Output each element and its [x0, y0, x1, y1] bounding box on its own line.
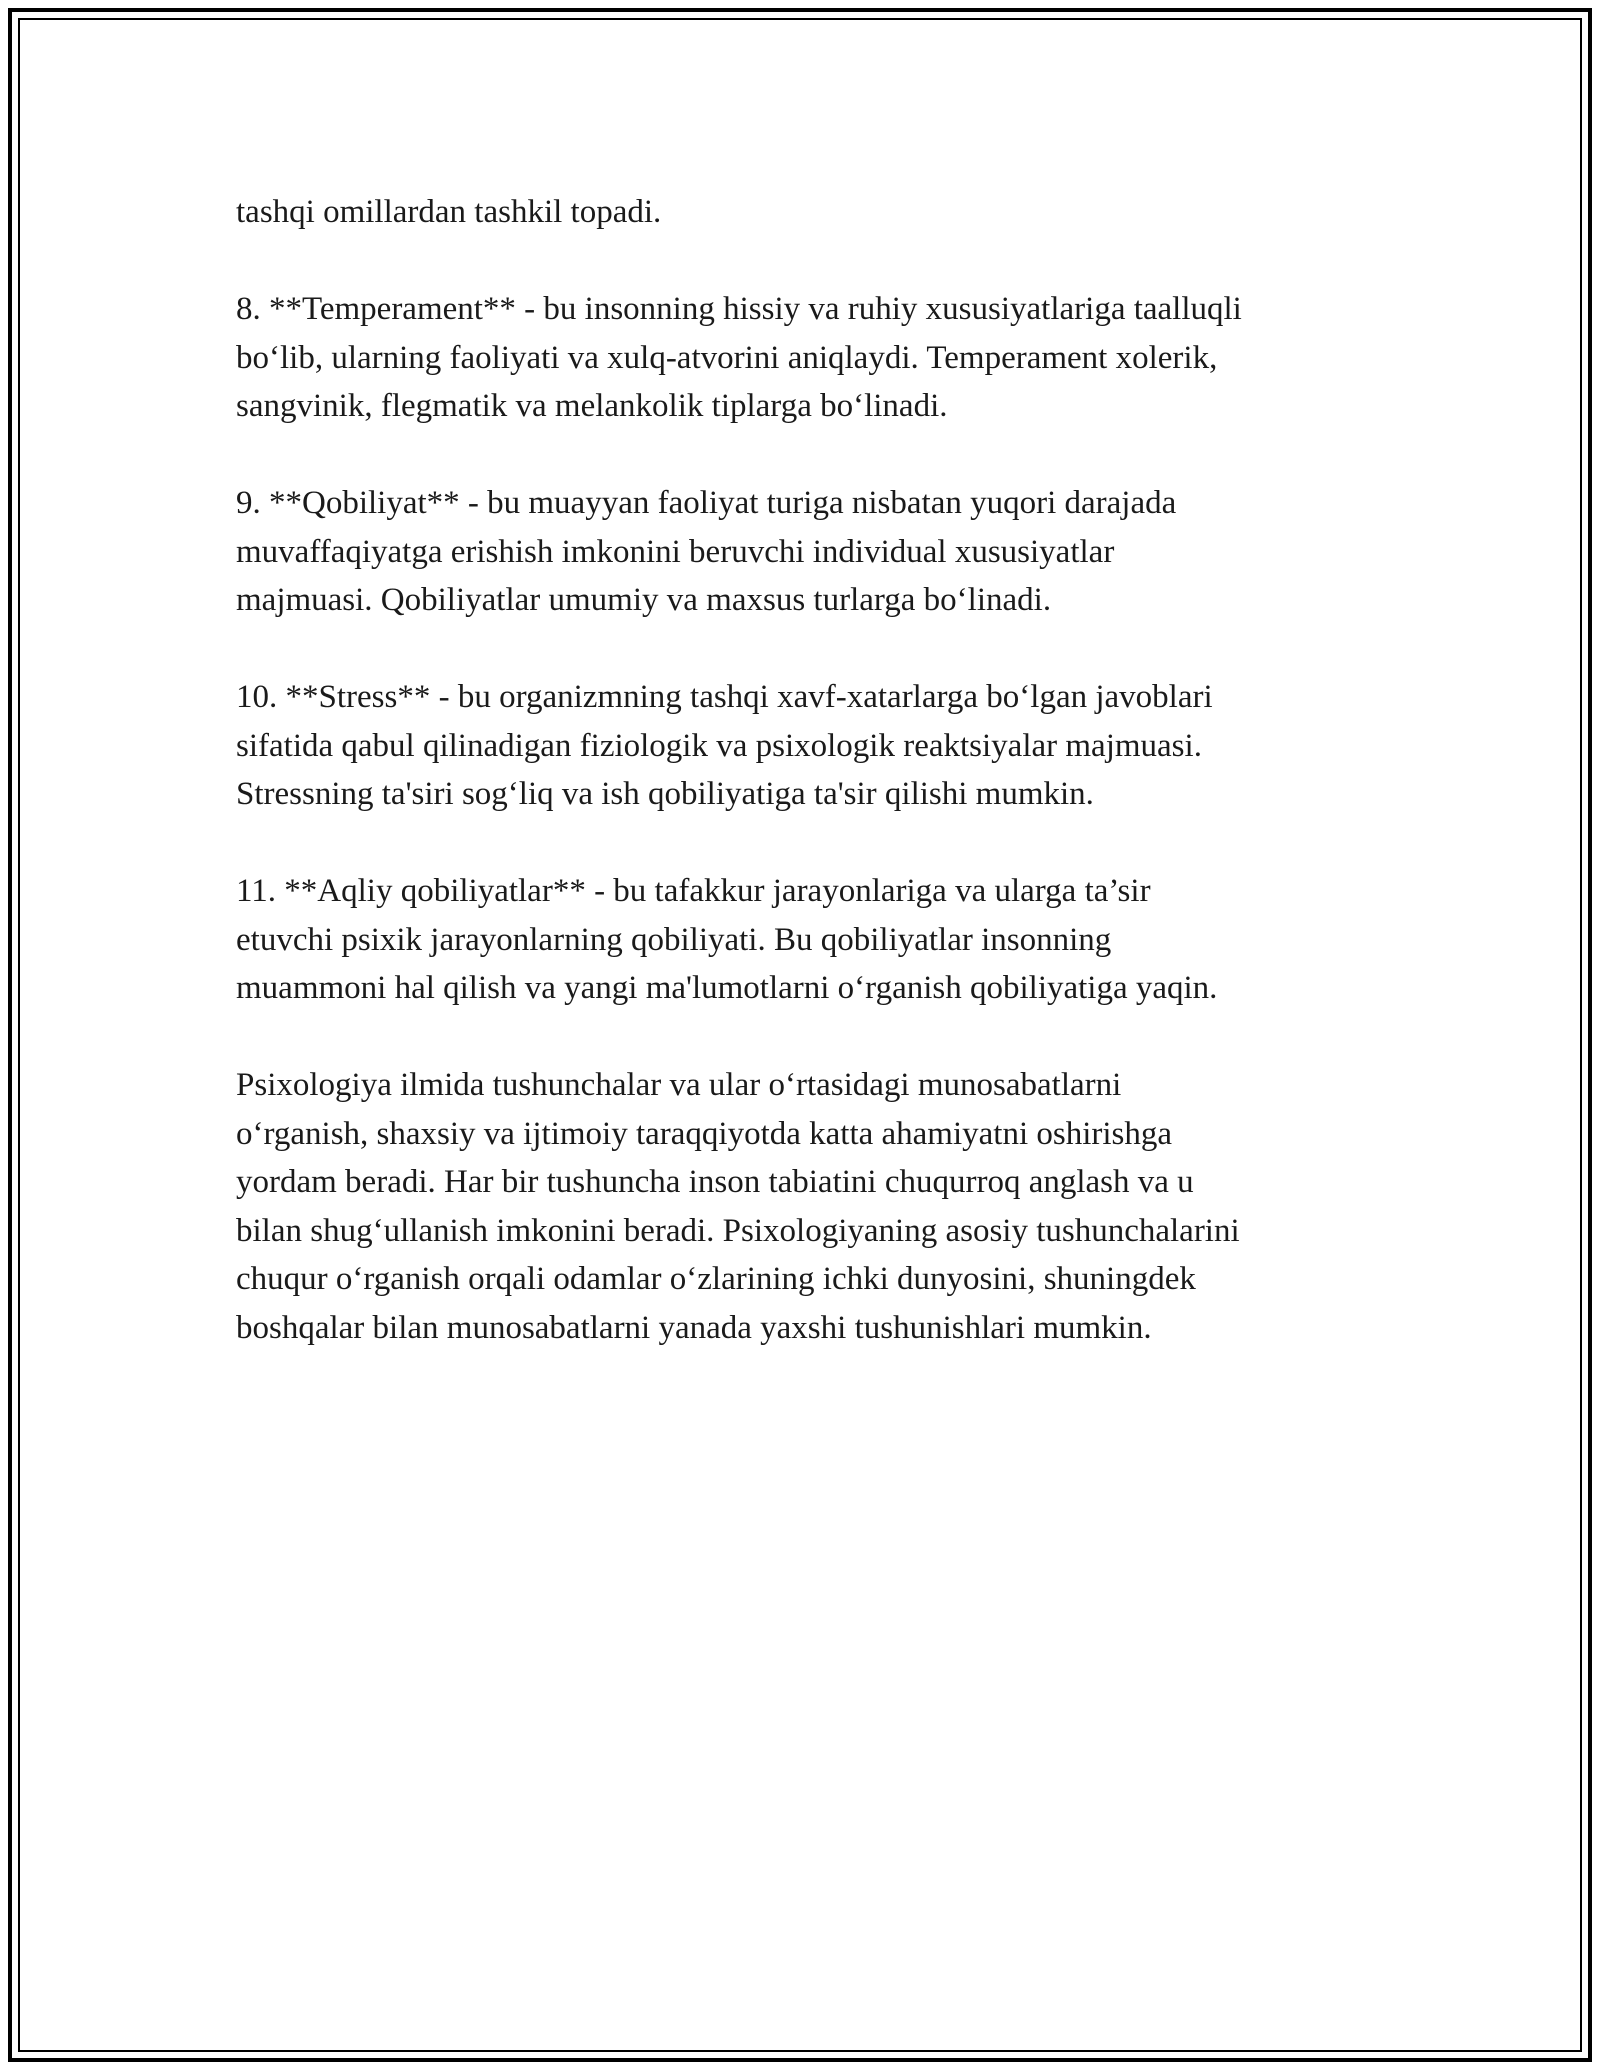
paragraph-conclusion: Psixologiya ilmida tushunchalar va ular o‘rtasidagi munosabatlarni o‘rganish, shaxsiy va ijtimoiy taraqqiyotda katta ahamiyatni oshirishga yordam beradi. Har bir tushuncha inson tabiatini chuqurroq anglash va u bilan shug‘ullanish imkonini beradi. Psixologiyaning asosiy tushunchalarini chuqur o‘rganish orqali odamlar o‘zlarining ichki dunyosini, shuningdek boshqalar bilan munosabatlarni yanada yaxshi tushunishlari mumkin.	[236, 1067, 1240, 1346]
paragraph-stress: 10. **Stress** - bu organizmning tashqi xavf-xatarlarga bo‘lgan javoblari sifatida qabul qilinadigan fiziologik va psixologik reaktsiyalar majmuasi. Stressning ta'siri sog‘liq va ish qobiliyatiga ta'sir qilishi mumkin.	[236, 679, 1213, 812]
paragraph-continuation: tashqi omillardan tashkil topadi.	[236, 194, 662, 230]
paragraph-temperament: 8. **Temperament** - bu insonning hissiy va ruhiy xususiyatlariga taalluqli bo‘lib, ularning faoliyati va xulq-atvorini aniqlaydi. Temperament xolerik, sangvinik, flegmatik va melankolik tiplarga bo‘linadi.	[236, 291, 1242, 424]
paragraph-qobiliyat: 9. **Qobiliyat** - bu muayyan faoliyat turiga nisbatan yuqori darajada muvaffaqiyatga erishish imkonini beruvchi individual xususiyatlar majmuasi. Qobiliyatlar umumiy va maxsus turlarga bo‘linadi.	[236, 485, 1177, 618]
paragraph-aqliy-qobiliyatlar: 11. **Aqliy qobiliyatlar** - bu tafakkur jarayonlariga va ularga ta’sir etuvchi psixik jarayonlarning qobiliyati. Bu qobiliyatlar insonning muammoni hal qilish va yangi ma'lumotlarni o‘rganish qobiliyatiga yaqin.	[236, 873, 1218, 1006]
document-body	[236, 188, 1366, 1401]
